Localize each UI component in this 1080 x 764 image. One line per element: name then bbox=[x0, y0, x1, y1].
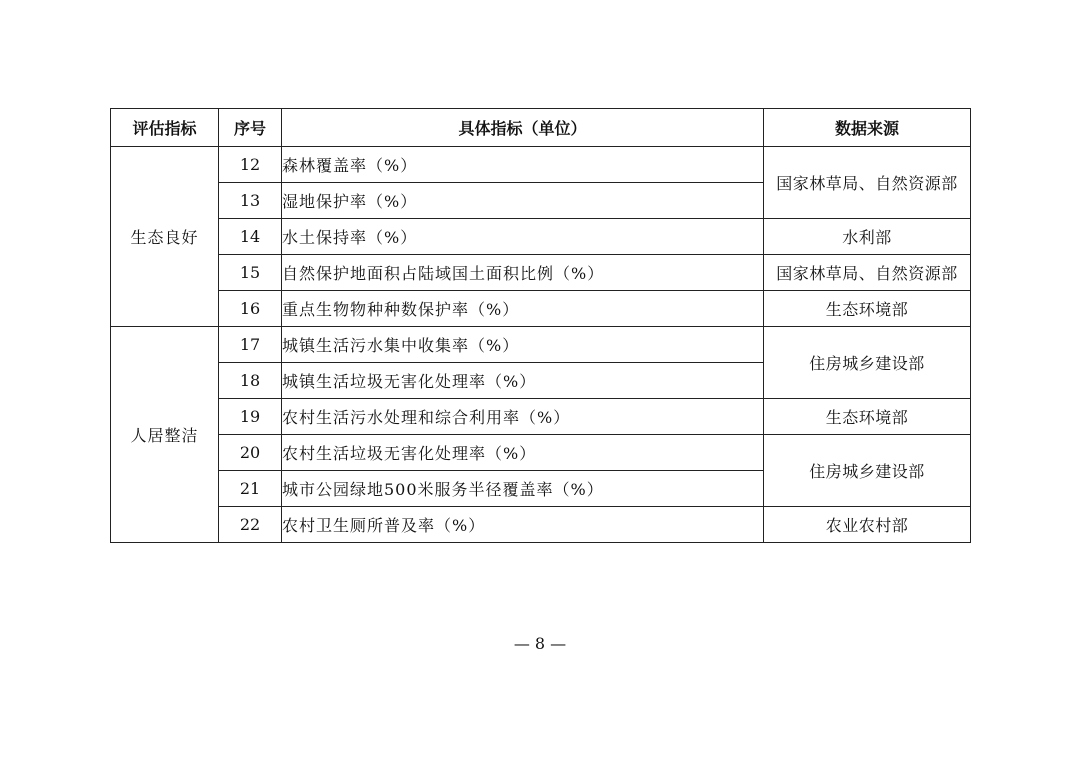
indicator-cell: 自然保护地面积占陆域国土面积比例（%） bbox=[282, 255, 764, 291]
category-cell: 人居整洁 bbox=[111, 327, 219, 543]
table-row bbox=[111, 291, 971, 327]
table-row bbox=[111, 435, 971, 471]
table-row bbox=[111, 147, 971, 183]
table-header-row bbox=[111, 109, 971, 147]
row-number: 18 bbox=[219, 363, 282, 399]
indicator-cell: 城镇生活垃圾无害化处理率（%） bbox=[282, 363, 764, 399]
source-cell: 住房城乡建设部 bbox=[764, 435, 971, 507]
row-number: 13 bbox=[219, 183, 282, 219]
indicator-cell: 城市公园绿地500米服务半径覆盖率（%） bbox=[282, 471, 764, 507]
table-row bbox=[111, 327, 971, 363]
indicator-cell: 农村生活垃圾无害化处理率（%） bbox=[282, 435, 764, 471]
indicator-cell: 农村卫生厕所普及率（%） bbox=[282, 507, 764, 543]
row-number: 12 bbox=[219, 147, 282, 183]
indicator-cell: 重点生物物种种数保护率（%） bbox=[282, 291, 764, 327]
indicator-cell: 农村生活污水处理和综合利用率（%） bbox=[282, 399, 764, 435]
indicator-cell: 森林覆盖率（%） bbox=[282, 147, 764, 183]
header-category: 评估指标 bbox=[111, 109, 219, 147]
header-source: 数据来源 bbox=[764, 109, 971, 147]
indicator-cell: 水土保持率（%） bbox=[282, 219, 764, 255]
source-cell: 水利部 bbox=[764, 219, 971, 255]
row-number: 21 bbox=[219, 471, 282, 507]
header-number: 序号 bbox=[219, 109, 282, 147]
category-cell: 生态良好 bbox=[111, 147, 219, 327]
source-cell: 农业农村部 bbox=[764, 507, 971, 543]
row-number: 19 bbox=[219, 399, 282, 435]
header-indicator: 具体指标（单位） bbox=[282, 109, 764, 147]
source-cell: 国家林草局、自然资源部 bbox=[764, 147, 971, 219]
row-number: 16 bbox=[219, 291, 282, 327]
source-cell: 国家林草局、自然资源部 bbox=[764, 255, 971, 291]
table-row bbox=[111, 507, 971, 543]
table-row bbox=[111, 219, 971, 255]
row-number: 17 bbox=[219, 327, 282, 363]
indicator-cell: 城镇生活污水集中收集率（%） bbox=[282, 327, 764, 363]
row-number: 22 bbox=[219, 507, 282, 543]
indicator-table bbox=[110, 108, 971, 543]
row-number: 20 bbox=[219, 435, 282, 471]
source-cell: 生态环境部 bbox=[764, 291, 971, 327]
table-row bbox=[111, 255, 971, 291]
indicator-cell: 湿地保护率（%） bbox=[282, 183, 764, 219]
page-number: — 8 — bbox=[513, 634, 567, 653]
source-cell: 住房城乡建设部 bbox=[764, 327, 971, 399]
source-cell: 生态环境部 bbox=[764, 399, 971, 435]
table-row bbox=[111, 399, 971, 435]
row-number: 14 bbox=[219, 219, 282, 255]
row-number: 15 bbox=[219, 255, 282, 291]
